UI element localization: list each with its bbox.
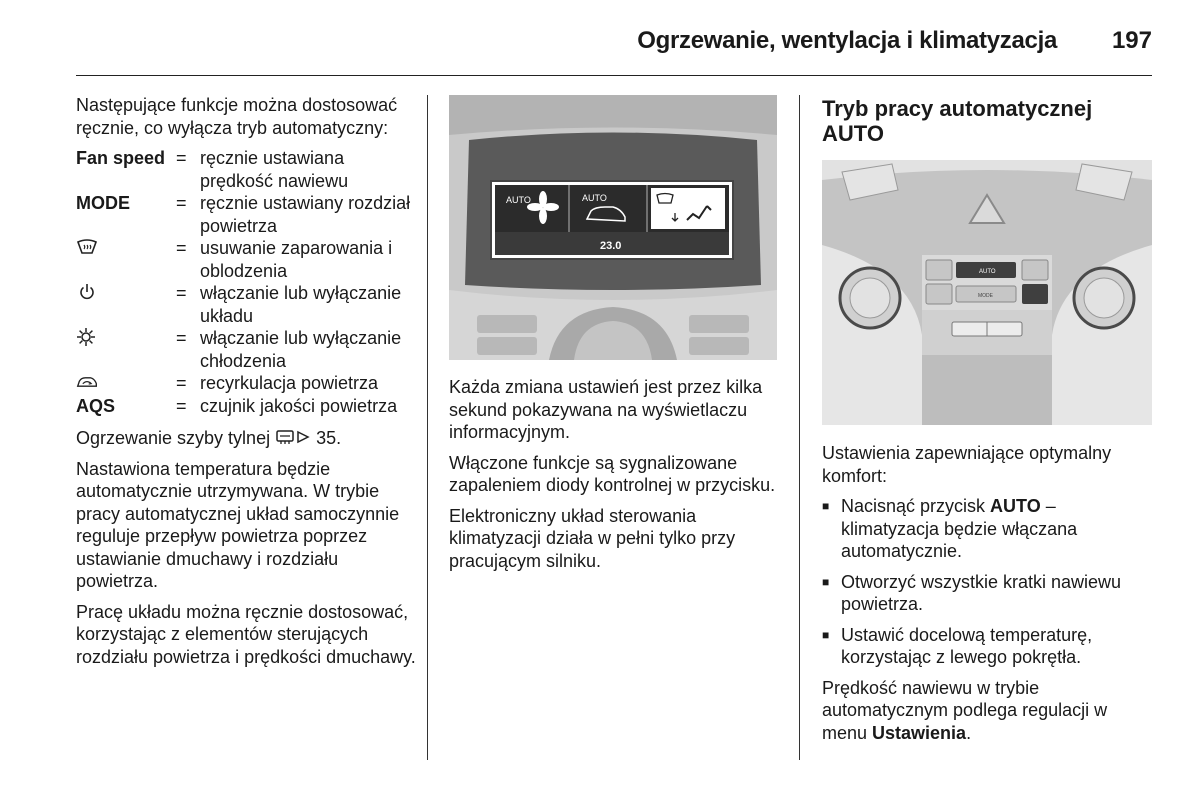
column-left: [76, 94, 416, 676]
climate-display-illustration: [449, 95, 777, 360]
display-info-paragraph: Każda zmiana ustawień jest przez kilka sekund pokazywana na wyświetlaczu informacyjnym.: [449, 377, 763, 442]
display-auto-label-2: AUTO: [582, 193, 607, 203]
optimal-settings-intro: Ustawienia zapewniające optymalny komfort:: [822, 443, 1112, 486]
fan-speed-settings-paragraph: [822, 677, 1152, 745]
bullet-text-bold: AUTO: [990, 496, 1041, 516]
bullet-text: Nacisnąć przycisk: [841, 496, 991, 516]
definition-text: recyrkulacja powietrza: [200, 373, 379, 393]
closing-text-end: .: [966, 722, 972, 743]
recirculation-icon: [76, 372, 98, 392]
column-divider-left: [427, 95, 428, 760]
equals-sign: =: [176, 148, 187, 168]
definition-row: [76, 282, 416, 327]
bullet-text: Ustawić docelową temperaturę, korzystając z lewego pokrętła.: [841, 624, 1093, 667]
auto-temperature-paragraph: Nastawiona temperatura będzie automatycznie utrzymywana. W trybie pracy automatycznej układ samoczynnie reguluje przepływ powietrza poprzez ustawianie dmuchawy i rozdziału powietrza.: [76, 458, 400, 591]
display-temperature: 23.0: [600, 240, 622, 252]
list-item: [822, 571, 1152, 616]
equals-sign: =: [176, 328, 187, 348]
term-fan-speed: Fan speed: [76, 148, 166, 168]
auto-button-label: AUTO: [979, 269, 996, 275]
rear-window-heater-icon: [275, 427, 295, 447]
term-mode: MODE: [76, 193, 130, 213]
bullet-square-icon: ■: [822, 499, 830, 513]
section-title-auto-mode: Tryb pracy automatycznej AUTO: [822, 96, 1093, 146]
definition-row: [76, 147, 416, 192]
column-middle: [449, 376, 779, 580]
definition-text: włączanie lub wyłączanie układu: [200, 283, 402, 326]
settings-menu-name: Ustawienia: [872, 722, 967, 743]
bullet-text: – klimatyzacja będzie włączana automatycznie.: [841, 496, 1078, 561]
definition-text: czujnik jakości powietrza: [200, 395, 398, 416]
definition-text: włączanie lub wyłączanie chłodzenia: [200, 328, 402, 371]
definition-row: [76, 237, 416, 282]
equals-sign: =: [176, 283, 187, 303]
display-auto-label: AUTO: [506, 195, 531, 205]
engine-running-paragraph: Elektroniczny układ sterowania klimatyzacji działa w pełni tylko przy pracującym silniku.: [449, 505, 736, 571]
snowflake-icon: [76, 327, 98, 347]
closing-text: Prędkość nawiewu w trybie automatycznym podlega regulacji w menu: [822, 677, 1108, 743]
climate-control-panel-illustration: [822, 160, 1152, 425]
page-reference-arrow-icon: [295, 427, 311, 447]
bullet-square-icon: ■: [822, 627, 830, 642]
rear-window-paragraph: [76, 427, 416, 450]
list-item: [822, 624, 1152, 669]
definition-row: [76, 372, 416, 395]
column-right-body: [822, 442, 1152, 752]
term-aqs: AQS: [76, 395, 116, 416]
equals-sign: =: [176, 193, 187, 213]
header-rule: [76, 75, 1152, 76]
rear-window-text: Ogrzewanie szyby tylnej: [76, 428, 271, 448]
definition-text: usuwanie zaparowania i oblodzenia: [200, 238, 393, 281]
equals-sign: =: [176, 238, 187, 258]
list-item: [822, 495, 1152, 563]
definition-text: ręcznie ustawiana prędkość nawiewu: [200, 148, 349, 191]
column-divider-right: [799, 95, 800, 760]
column-right: [822, 96, 1152, 158]
power-icon: [76, 282, 98, 302]
definition-row: [76, 395, 416, 418]
definition-row: [76, 192, 416, 237]
windshield-defrost-icon: [76, 237, 98, 257]
equals-sign: =: [176, 373, 187, 393]
bullet-text: Otworzyć wszystkie kratki nawiewu powietrza.: [841, 571, 1122, 614]
page-number: 197: [1111, 27, 1152, 54]
definition-row: [76, 327, 416, 372]
mode-button-label: MODE: [978, 293, 993, 299]
intro-paragraph: Następujące funkcje można dostosować ręcznie, co wyłącza tryb automatyczny:: [76, 95, 398, 138]
bullet-square-icon: ■: [822, 574, 830, 589]
function-definition-list: [76, 147, 416, 417]
rear-window-page-ref: 35.: [316, 428, 342, 448]
led-indicator-paragraph: Włączone funkcje są sygnalizowane zapaleniem diody kontrolnej w przycisku.: [449, 452, 776, 495]
manual-adjust-paragraph: Pracę układu można ręcznie dostosować, korzystając z elementów sterujących rozdziału powietrza i prędkości dmuchawy.: [76, 601, 416, 667]
equals-sign: =: [176, 395, 187, 416]
page-header-title: Ogrzewanie, wentylacja i klimatyzacja: [637, 27, 1057, 54]
definition-text: ręcznie ustawiany rozdział powietrza: [200, 193, 411, 236]
